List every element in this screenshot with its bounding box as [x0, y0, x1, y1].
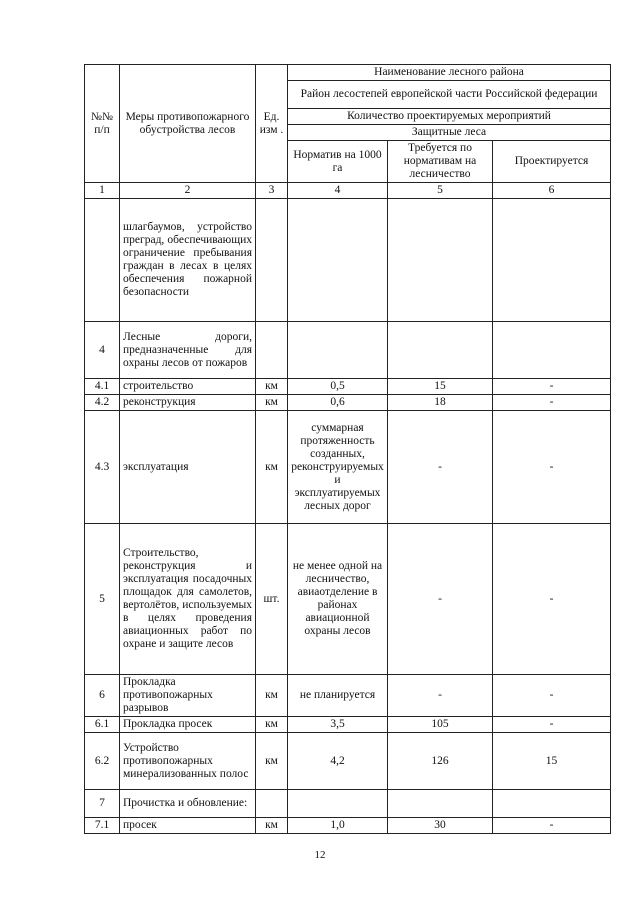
row-unit — [256, 199, 288, 322]
row-required: 15 — [388, 379, 493, 395]
row-measure-name: Прокладка противопожарных разрывов — [120, 675, 256, 717]
row-number: 6.1 — [85, 717, 120, 733]
column-number-cell: 4 — [288, 183, 388, 199]
row-norm — [288, 790, 388, 818]
row-projected: - — [493, 379, 611, 395]
row-measure-name: Строительство, реконструкция и эксплуатация посадочных площадок для самолетов, вертолётов, используемых в целях проведения авиационных работ по охране и защите лесов — [120, 524, 256, 675]
row-projected: - — [493, 411, 611, 524]
row-measure-name: Прочистка и обновление: — [120, 790, 256, 818]
row-required — [388, 322, 493, 379]
row-required — [388, 199, 493, 322]
page-number: 12 — [314, 849, 326, 861]
row-unit: км — [256, 411, 288, 524]
row-measure-name: строительство — [120, 379, 256, 395]
row-norm: 3,5 — [288, 717, 388, 733]
header-quantity: Количество проектируемых мероприятий — [288, 109, 611, 125]
header-unit: Ед. изм . — [256, 65, 288, 183]
row-projected: - — [493, 717, 611, 733]
row-measure-name: эксплуатация — [120, 411, 256, 524]
row-number: 4.3 — [85, 411, 120, 524]
row-unit: км — [256, 675, 288, 717]
row-unit: км — [256, 717, 288, 733]
table-row — [85, 717, 611, 733]
row-norm: 1,0 — [288, 818, 388, 834]
table-body — [85, 199, 611, 834]
table-row — [85, 379, 611, 395]
row-measure-name: Устройство противопожарных минерализованных полос — [120, 733, 256, 790]
row-projected — [493, 199, 611, 322]
row-unit — [256, 790, 288, 818]
row-required: - — [388, 675, 493, 717]
table-row — [85, 411, 611, 524]
header-projected: Проектируется — [493, 141, 611, 183]
row-norm: не менее одной на лесничество, авиаотделение в районах авиационной охраны лесов — [288, 524, 388, 675]
row-number: 5 — [85, 524, 120, 675]
row-number: 6 — [85, 675, 120, 717]
header-required: Требуется по нормативам на лесничество — [388, 141, 493, 183]
column-number-cell: 3 — [256, 183, 288, 199]
column-number-row — [85, 183, 611, 199]
row-norm: не планируется — [288, 675, 388, 717]
header-num: №№ п/п — [85, 65, 120, 183]
row-number: 6.2 — [85, 733, 120, 790]
row-number: 7.1 — [85, 818, 120, 834]
table-row — [85, 675, 611, 717]
row-measure-name: просек — [120, 818, 256, 834]
row-projected: - — [493, 395, 611, 411]
row-unit: км — [256, 379, 288, 395]
header-forest-district: Наименование лесного района — [288, 65, 611, 81]
row-unit — [256, 322, 288, 379]
table-row — [85, 790, 611, 818]
row-norm: суммарная протяженность созданных, реконструируемых и эксплуатируемых лесных дорог — [288, 411, 388, 524]
row-measure-name: шлагбаумов, устройство преград, обеспечивающих ограничение пребывания граждан в лесах в целях обеспечения пожарной безопасности — [120, 199, 256, 322]
header-protective-forests: Защитные леса — [288, 125, 611, 141]
row-required: - — [388, 524, 493, 675]
row-number: 4 — [85, 322, 120, 379]
row-required — [388, 790, 493, 818]
row-number: 4.1 — [85, 379, 120, 395]
row-norm — [288, 322, 388, 379]
row-projected: - — [493, 818, 611, 834]
table-row — [85, 733, 611, 790]
row-measure-name: Прокладка просек — [120, 717, 256, 733]
column-number-cell: 1 — [85, 183, 120, 199]
row-required: - — [388, 411, 493, 524]
row-norm: 4,2 — [288, 733, 388, 790]
row-number — [85, 199, 120, 322]
row-norm: 0,6 — [288, 395, 388, 411]
table-row — [85, 524, 611, 675]
row-required: 30 — [388, 818, 493, 834]
column-number-cell: 5 — [388, 183, 493, 199]
row-required: 105 — [388, 717, 493, 733]
header-measures: Меры противопожарного обустройства лесов — [120, 65, 256, 183]
table-row — [85, 199, 611, 322]
row-unit: шт. — [256, 524, 288, 675]
row-number: 7 — [85, 790, 120, 818]
table-row — [85, 818, 611, 834]
table-row — [85, 395, 611, 411]
row-measure-name: реконструкция — [120, 395, 256, 411]
row-norm — [288, 199, 388, 322]
row-required: 18 — [388, 395, 493, 411]
row-projected: - — [493, 524, 611, 675]
table-row — [85, 322, 611, 379]
row-number: 4.2 — [85, 395, 120, 411]
row-projected — [493, 322, 611, 379]
row-measure-name: Лесные дороги, предназначенные для охраны лесов от пожаров — [120, 322, 256, 379]
row-projected — [493, 790, 611, 818]
row-unit: км — [256, 733, 288, 790]
forest-fire-measures-table — [84, 64, 611, 834]
header-norm: Норматив на 1000 га — [288, 141, 388, 183]
row-required: 126 — [388, 733, 493, 790]
row-unit: км — [256, 395, 288, 411]
row-projected: - — [493, 675, 611, 717]
header-district: Район лесостепей европейской части Российской федерации — [288, 81, 611, 109]
row-unit: км — [256, 818, 288, 834]
row-projected: 15 — [493, 733, 611, 790]
column-number-cell: 2 — [120, 183, 256, 199]
column-number-cell: 6 — [493, 183, 611, 199]
row-norm: 0,5 — [288, 379, 388, 395]
